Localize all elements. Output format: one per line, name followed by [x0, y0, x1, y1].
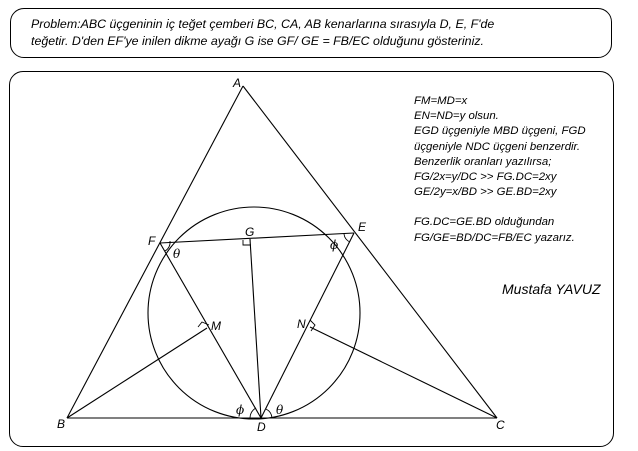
- proof-line-6: FG/2x=y/DC >> FG.DC=2xy: [414, 171, 557, 184]
- label-e: E: [358, 220, 367, 234]
- segment-bm: [67, 328, 207, 418]
- label-f: F: [148, 234, 156, 248]
- proof-line-4: üçgeniyle NDC üçgeni benzerdir.: [414, 140, 581, 153]
- label-n: N: [297, 317, 306, 331]
- author-signature: Mustafa YAVUZ: [502, 281, 601, 297]
- angle-phi-e: ϕ: [330, 238, 339, 252]
- label-a: A: [233, 76, 242, 90]
- angle-arc-d-right: [266, 409, 272, 418]
- problem-line-2: teğetir. D'den EF'ye inilen dikme ayağı G ise GF/ GE = FB/EC olduğunu gösteriniz.: [31, 34, 484, 48]
- label-m: M: [211, 319, 221, 333]
- angle-theta-f: θ: [173, 247, 181, 261]
- segment-fe: [160, 233, 354, 243]
- proof-conclusion-2: FG/GE=BD/DC=FB/EC yazarız.: [414, 231, 575, 244]
- right-angle-mark-m: [198, 322, 209, 327]
- segment-ed: [261, 233, 354, 418]
- angle-theta-d: θ: [276, 403, 284, 417]
- problem-line-1: Problem:ABC üçgeninin iç teğet çemberi BC, CA, AB kenarlarına sırasıyla D, E, F'de: [31, 17, 495, 31]
- angle-phi-d: ϕ: [236, 403, 245, 417]
- proof-line-2: EN=ND=y olsun.: [414, 110, 499, 123]
- label-d: D: [257, 420, 266, 434]
- proof-conclusion-1: FG.DC=GE.BD olduğundan: [414, 216, 555, 229]
- segment-dg: [250, 239, 261, 418]
- proof-text: [414, 94, 586, 246]
- proof-line-7: GE/2y=x/BD >> GE.BD=2xy: [414, 186, 557, 199]
- proof-line-5: Benzerlik oranları yazılırsa;: [414, 155, 552, 168]
- side-ab: [67, 86, 243, 418]
- angle-arc-d-left: [250, 408, 256, 418]
- angle-arc-e: [344, 234, 350, 242]
- proof-line-1: FM=MD=x: [414, 95, 468, 107]
- proof-line-3: EGD üçgeniyle MBD üçgeni, FGD: [414, 125, 586, 138]
- label-c: C: [496, 418, 505, 432]
- label-g: G: [245, 225, 255, 239]
- label-b: B: [57, 417, 66, 431]
- segment-cn: [310, 327, 497, 418]
